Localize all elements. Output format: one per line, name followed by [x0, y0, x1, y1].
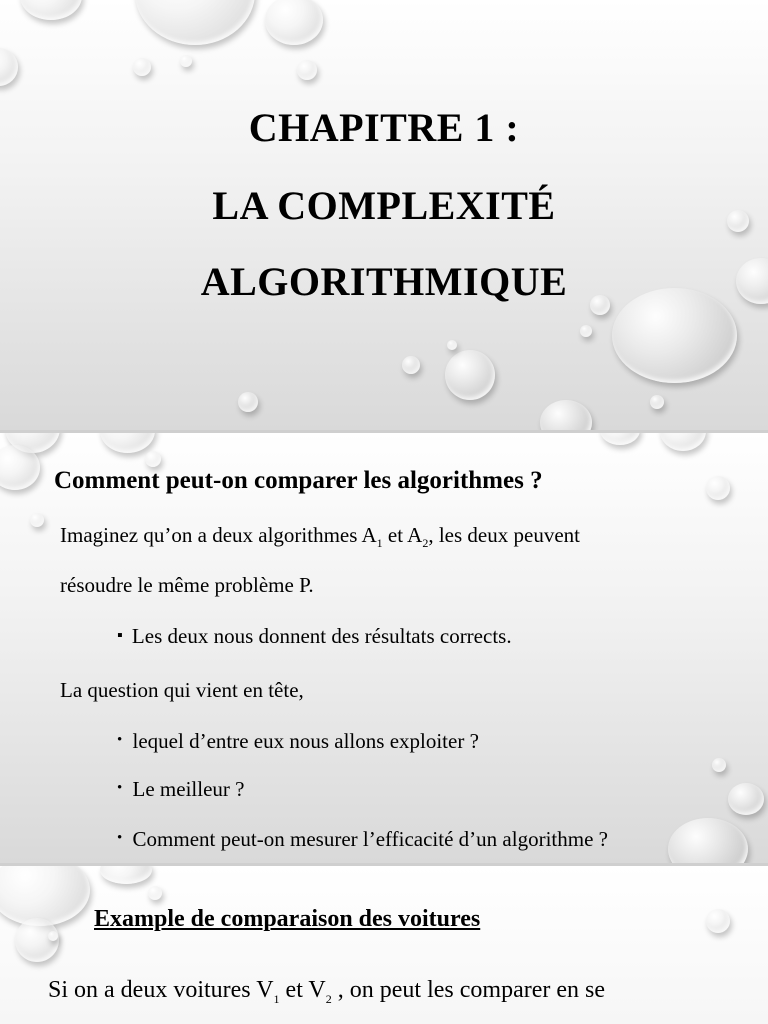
content-slide-example: [0, 866, 768, 1024]
water-drop-decoration: [600, 433, 640, 445]
water-drop-decoration: [180, 55, 192, 67]
water-drop-decoration: [265, 0, 323, 45]
water-drop-decoration: [712, 758, 726, 772]
water-drop-decoration: [660, 433, 706, 451]
chapter-title-line-1: CHAPITRE 1 :: [248, 105, 520, 150]
title-slide: [0, 0, 768, 430]
water-drop-decoration: [100, 433, 155, 453]
water-drop-decoration: [297, 60, 317, 80]
water-drop-decoration: [100, 866, 152, 884]
water-drop-decoration: [580, 325, 592, 337]
list-item: • Le meilleur ?: [117, 777, 244, 802]
example-heading: Example de comparaison des voitures: [94, 906, 481, 932]
water-drop-decoration: [402, 356, 420, 374]
water-drop-decoration: [706, 909, 730, 933]
intro-paragraph-line-2: résoudre le même problème P.: [60, 573, 314, 597]
content-slide-comparison: [0, 433, 768, 863]
water-drop-decoration: [238, 392, 258, 412]
water-drop-decoration: [0, 866, 90, 926]
section-heading: Comment peut-on comparer les algorithmes ?: [54, 467, 543, 494]
water-drop-decoration: [145, 451, 161, 467]
water-drop-decoration: [48, 931, 58, 941]
water-drop-decoration: [706, 476, 730, 500]
bullet-correct-results: ▪ Les deux nous donnent des résultats corrects.: [117, 624, 512, 649]
example-paragraph: Si on a deux voitures $V_1$ et $V_2$ , on peut les comparer en se: [48, 977, 605, 1006]
list-item: • lequel d’entre eux nous allons exploiter ?: [117, 729, 479, 754]
water-drop-decoration: [540, 400, 592, 430]
intro-paragraph-line-1: Imaginez qu’on a deux algorithmes $A_1$ et $A_2$, les deux peuvent: [60, 523, 580, 551]
water-drop-decoration: [447, 340, 457, 350]
water-drop-decoration: [20, 0, 82, 20]
water-drop-decoration: [445, 350, 495, 400]
water-drop-decoration: [668, 818, 748, 863]
water-drop-decoration: [728, 783, 764, 815]
water-drop-decoration: [148, 886, 162, 900]
chapter-title-line-3: ALGORITHMIQUE: [200, 259, 568, 304]
chapter-title-line-2: LA COMPLEXITÉ: [212, 183, 556, 228]
water-drop-decoration: [650, 395, 664, 409]
list-item: • Comment peut-on mesurer l’efficacité d’un algorithme ?: [117, 827, 608, 852]
water-drop-decoration: [135, 0, 255, 45]
water-drop-decoration: [133, 58, 151, 76]
question-paragraph: La question qui vient en tête,: [60, 678, 304, 702]
water-drop-decoration: [0, 48, 18, 86]
water-drop-decoration: [30, 513, 44, 527]
